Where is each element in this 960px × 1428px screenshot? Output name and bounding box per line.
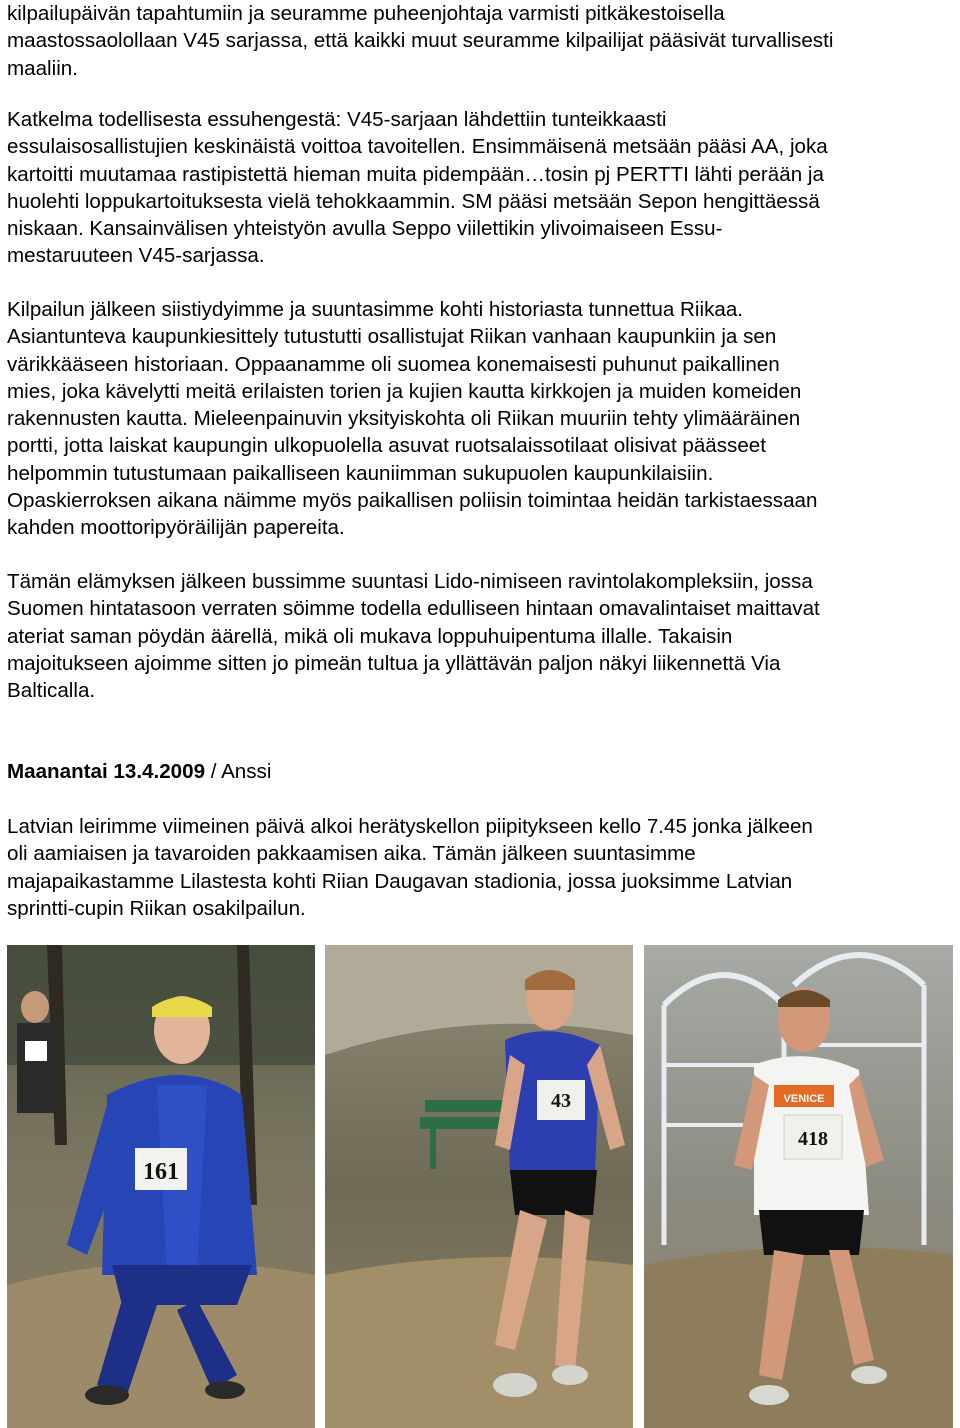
heading-line — [7, 758, 957, 785]
text-line: maaliin. — [7, 56, 78, 80]
text-line: Latvian leirimme viimeinen päivä alkoi herätyskellon piipitykseen kello 7.45 jonka jälkeen — [7, 815, 813, 838]
text-line: oli aamiaisen ja tavaroiden pakkaamisen aika. Tämän jälkeen suuntasimme — [7, 842, 696, 866]
paragraph-4 — [7, 568, 957, 704]
bib-number: 43 — [551, 1090, 571, 1112]
text-line: Tämän elämyksen jälkeen bussimme suuntasi Lido-nimiseen ravintolakompleksiin, jossa — [7, 570, 813, 593]
paragraph-3 — [7, 296, 957, 542]
section-heading — [7, 758, 957, 785]
shirt-logo-text: VENICE — [783, 1093, 825, 1105]
text-line: Balticalla. — [7, 679, 96, 703]
text-line: majapaikastamme Lilastesta kohti Riian Daugavan stadionia, jossa juoksimme Latvian — [7, 869, 793, 893]
paragraph-2 — [7, 106, 957, 270]
text-line: Suomen hintatasoon verraten söimme todella edulliseen hintaan omavalintaiset maittavat — [7, 597, 820, 621]
text-line: sprintti-cupin Riikan osakilpailun. — [7, 896, 306, 920]
photo-runner-1 — [7, 945, 315, 1428]
text-line: majoitukseen ajoimme sitten jo pimeän tultua ja yllättävän paljon näkyi liikennettä Via — [7, 651, 781, 675]
text-line: rakennusten kautta. Mieleenpainuvin yksityiskohta oli Riikan muuriin tehty ylimääräinen — [7, 407, 801, 431]
text-line: huolehti loppukartoituksesta vielä tehokkaammin. SM pääsi metsään Sepon hengittäessä — [7, 189, 820, 213]
heading-date: Maanantai 13.4.2009 — [7, 760, 206, 783]
paragraph-1 — [7, 0, 957, 82]
text-line: kartoitti muutamaa rastipistettä hieman muita pidempään…tosin pj PERTTI lähti perään ja — [7, 162, 824, 186]
text-line: mestaruuteen V45-sarjassa. — [7, 244, 265, 268]
text-line: Asiantunteva kaupunkiesittely tutustutti osallistujat Riikan vanhaan kaupunkiin ja sen — [7, 325, 777, 349]
text-line: niskaan. Kansainvälisen yhteistyön avulla Seppo viilettikin ylivoimaiseen Essu- — [7, 217, 723, 241]
text-line: värikkääseen historiaan. Oppaanamme oli suomea konemaisesti puhunut paikallinen — [7, 352, 780, 376]
text-line: Katkelma todellisesta essuhengestä: V45-sarjaan lähdettiin tunteikkaasti — [7, 108, 667, 131]
text-line: ateriat saman pöydän äärellä, mikä oli mukava loppuhuipentuma illalle. Takaisin — [7, 624, 733, 648]
text-line: Kilpailun jälkeen siistiydyimme ja suuntasimme kohti historiasta tunnettua Riikaa. — [7, 298, 743, 321]
text-line: maastossaolollaan V45 sarjassa, että kaikki muut seuramme kilpailijat pääsivät turvallisesti — [7, 29, 834, 53]
bib-number: 161 — [143, 1159, 179, 1185]
photo-runner-3 — [644, 945, 953, 1428]
text-line: portti, jotta laiskat kaupungin ulkopuolella asuvat ruotsalaissotilaat olisivat päässeet — [7, 434, 766, 458]
text-line: Opaskierroksen aikana näimme myös paikallisen poliisin toimintaa heidän tarkistaessaan — [7, 489, 818, 513]
text-line: helpommin tutustumaan paikalliseen kauniimman sukupuolen kaupunkilaisiin. — [7, 461, 714, 485]
paragraph-5 — [7, 813, 957, 922]
text-line: mies, joka kävelytti meitä erilaisten torien ja kujien kautta kirkkojen ja muiden komeiden — [7, 379, 802, 403]
text-line: essulaisosallistujien keskinäistä voittoa tavoitellen. Ensimmäisenä metsään pääsi AA, joka — [7, 135, 828, 159]
photo-runner-2 — [325, 945, 633, 1428]
heading-author: / Anssi — [205, 760, 272, 783]
bib-number: 418 — [798, 1128, 828, 1150]
text-line: kahden moottoripyöräilijän papereita. — [7, 516, 345, 540]
text-line: kilpailupäivän tapahtumiin ja seuramme puheenjohtaja varmisti pitkäkestoisella — [7, 2, 725, 25]
